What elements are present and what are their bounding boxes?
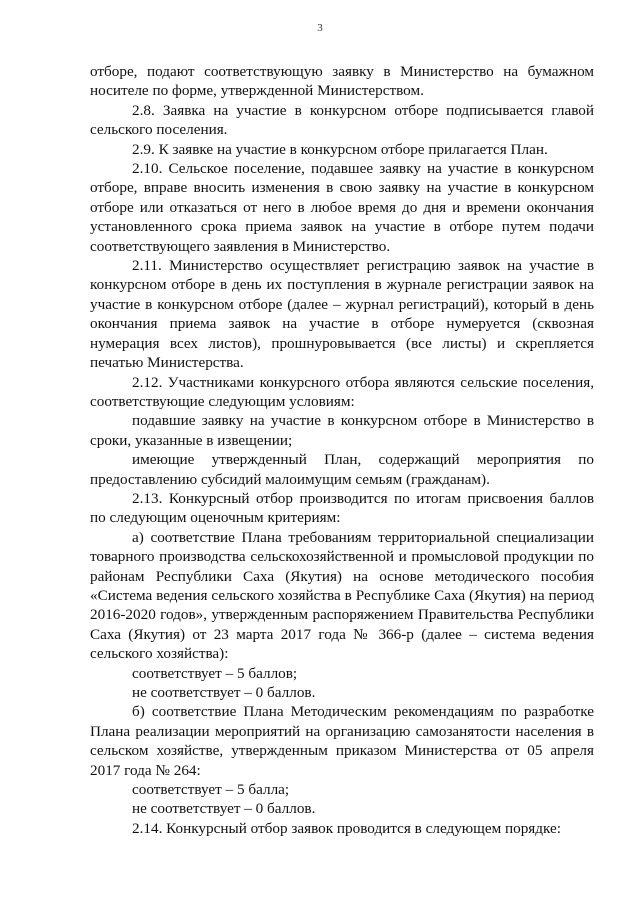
criterion-b: б) соответствие Плана Методическим рекомендациям по разработке Плана реализации мероприятий на организацию самозанятости населения в сельском хозяйстве, утвержденным приказом Министерства от 05 апреля 2017 года № 264: (90, 703, 594, 779)
condition-item: имеющие утвержденный План, содержащий мероприятия по предоставлению субсидий малоимущим семьям (гражданам). (90, 451, 594, 488)
document-body (90, 62, 594, 838)
score-line: соответствует – 5 баллов; (132, 664, 298, 682)
criterion-a: а) соответствие Плана требованиям территориальной специализации товарного производства сельскохозяйственной и промысловой продукции по районам Республики Саха (Якутия) на основе методического пособия «Система ведения сельского хозяйства в Республике Саха (Якутия) на период 2016-2020 годов», утвержденным распоряжением Правительства Республики Саха (Якутия) от 23 марта 2017 года № 366-р (далее – система ведения сельского хозяйства): (90, 528, 594, 663)
paragraph-continuation: отборе, подают соответствующую заявку в Министерство на бумажном носителе по форме, утвержденной Министерством. (90, 63, 594, 100)
paragraph-2-11: 2.11. Министерство осуществляет регистрацию заявок на участие в конкурсном отборе в день их поступления в журнале регистрации заявок на участие в конкурсном отборе (далее – журнал регистраций), который в день окончания приема заявок на участие в отборе нумеруется (сквозная нумерация всех листов), прошнуровывается (все листы) и скрепляется печатью Министерства. (90, 257, 594, 372)
paragraph-2-9: 2.9. К заявке на участие в конкурсном отборе прилагается План. (132, 140, 548, 158)
condition-item: подавшие заявку на участие в конкурсном отборе в Министерство в сроки, указанные в извещении; (90, 412, 594, 449)
score-line: соответствует – 5 балла; (132, 781, 290, 799)
paragraph-2-13: 2.13. Конкурсный отбор производится по итогам присвоения баллов по следующим оценочным критериям: (90, 489, 594, 527)
paragraph-2-14: 2.14. Конкурсный отбор заявок проводится в следующем порядке: (132, 819, 561, 837)
score-line: не соответствует – 0 баллов. (132, 800, 316, 818)
paragraph-2-10: 2.10. Сельское поселение, подавшее заявку на участие в конкурсном отборе, вправе вносить изменения в свою заявку на участие в конкурсном отборе или отказаться от него в любое время до дня и времени окончания установленного срока приема заявок на участие в отборе путем подачи соответствующего заявления в Министерство. (90, 160, 594, 255)
paragraph-2-12: 2.12. Участниками конкурсного отбора являются сельские поселения, соответствующие следующим условиям: (90, 373, 594, 410)
page-number: 3 (317, 22, 323, 34)
score-line: не соответствует – 0 баллов. (132, 684, 316, 701)
paragraph-2-8: 2.8. Заявка на участие в конкурсном отборе подписывается главой сельского поселения. (90, 101, 594, 139)
